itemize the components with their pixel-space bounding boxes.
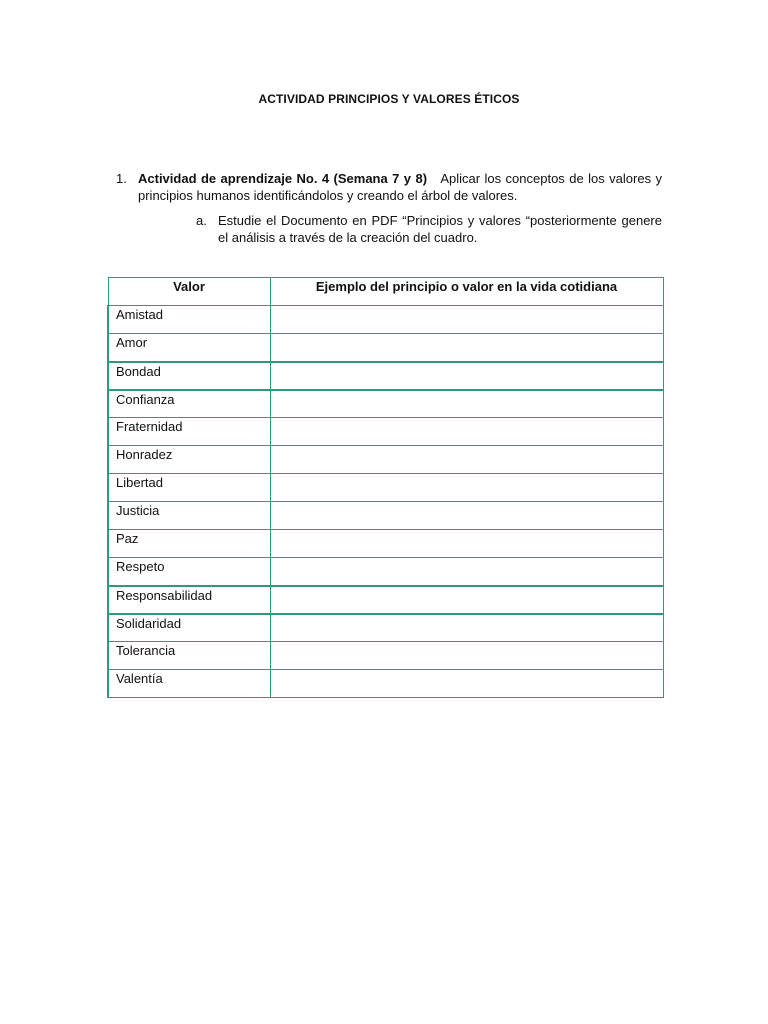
table-row xyxy=(108,670,663,698)
list-item-number: 1. xyxy=(116,171,127,186)
ejemplo-cell[interactable] xyxy=(270,670,663,698)
valor-cell: Libertad xyxy=(108,474,270,502)
activity-description: Aplicar los conceptos de los valores y principios humanos identificándolos y creando el árbol de valores. xyxy=(138,171,663,203)
sub-list-item-text: Estudie el Documento en PDF “Principios y valores “posteriormente genere el análisis a través de la creación del cuadro. xyxy=(218,213,662,245)
ejemplo-cell[interactable] xyxy=(270,390,663,418)
list-item-1 xyxy=(116,171,662,204)
table-body xyxy=(108,306,663,698)
valor-cell: Amistad xyxy=(108,306,270,334)
valor-cell: Respeto xyxy=(108,558,270,586)
ejemplo-cell[interactable] xyxy=(270,474,663,502)
header-valor: Valor xyxy=(108,278,270,306)
table-row xyxy=(108,306,663,334)
valor-cell: Confianza xyxy=(108,390,270,418)
valor-cell: Honradez xyxy=(108,446,270,474)
ejemplo-cell[interactable] xyxy=(270,306,663,334)
table-row xyxy=(108,642,663,670)
ejemplo-cell[interactable] xyxy=(270,642,663,670)
valor-cell: Solidaridad xyxy=(108,614,270,642)
ejemplo-cell[interactable] xyxy=(270,334,663,362)
ejemplo-cell[interactable] xyxy=(270,530,663,558)
sub-list-item-letter: a. xyxy=(196,213,207,228)
document-title: ACTIVIDAD PRINCIPIOS Y VALORES ÉTICOS xyxy=(258,92,520,106)
table-row xyxy=(108,558,663,586)
list-item-text xyxy=(138,171,662,204)
ejemplo-cell[interactable] xyxy=(270,558,663,586)
ejemplo-cell[interactable] xyxy=(270,586,663,614)
valor-cell: Paz xyxy=(108,530,270,558)
valor-cell: Fraternidad xyxy=(108,418,270,446)
values-table xyxy=(107,277,664,698)
table-row xyxy=(108,474,663,502)
table-row xyxy=(108,334,663,362)
table-row xyxy=(108,614,663,642)
sub-list-item-a xyxy=(196,212,662,246)
table-row xyxy=(108,586,663,614)
table-row xyxy=(108,390,663,418)
ejemplo-cell[interactable] xyxy=(270,614,663,642)
valor-cell: Bondad xyxy=(108,362,270,390)
ejemplo-cell[interactable] xyxy=(270,502,663,530)
table-row xyxy=(108,362,663,390)
table-header-row xyxy=(108,278,663,306)
ejemplo-cell[interactable] xyxy=(270,446,663,474)
ejemplo-cell[interactable] xyxy=(270,418,663,446)
table-row xyxy=(108,530,663,558)
table-row xyxy=(108,502,663,530)
activity-heading: Actividad de aprendizaje No. 4 (Semana 7 y 8) xyxy=(138,171,428,186)
table-row xyxy=(108,418,663,446)
valor-cell: Tolerancia xyxy=(108,642,270,670)
valor-cell: Valentía xyxy=(108,670,270,698)
ejemplo-cell[interactable] xyxy=(270,362,663,390)
valor-cell: Responsabilidad xyxy=(108,586,270,614)
valor-cell: Justicia xyxy=(108,502,270,530)
valor-cell: Amor xyxy=(108,334,270,362)
header-ejemplo: Ejemplo del principio o valor en la vida cotidiana xyxy=(270,278,663,306)
table-row xyxy=(108,446,663,474)
